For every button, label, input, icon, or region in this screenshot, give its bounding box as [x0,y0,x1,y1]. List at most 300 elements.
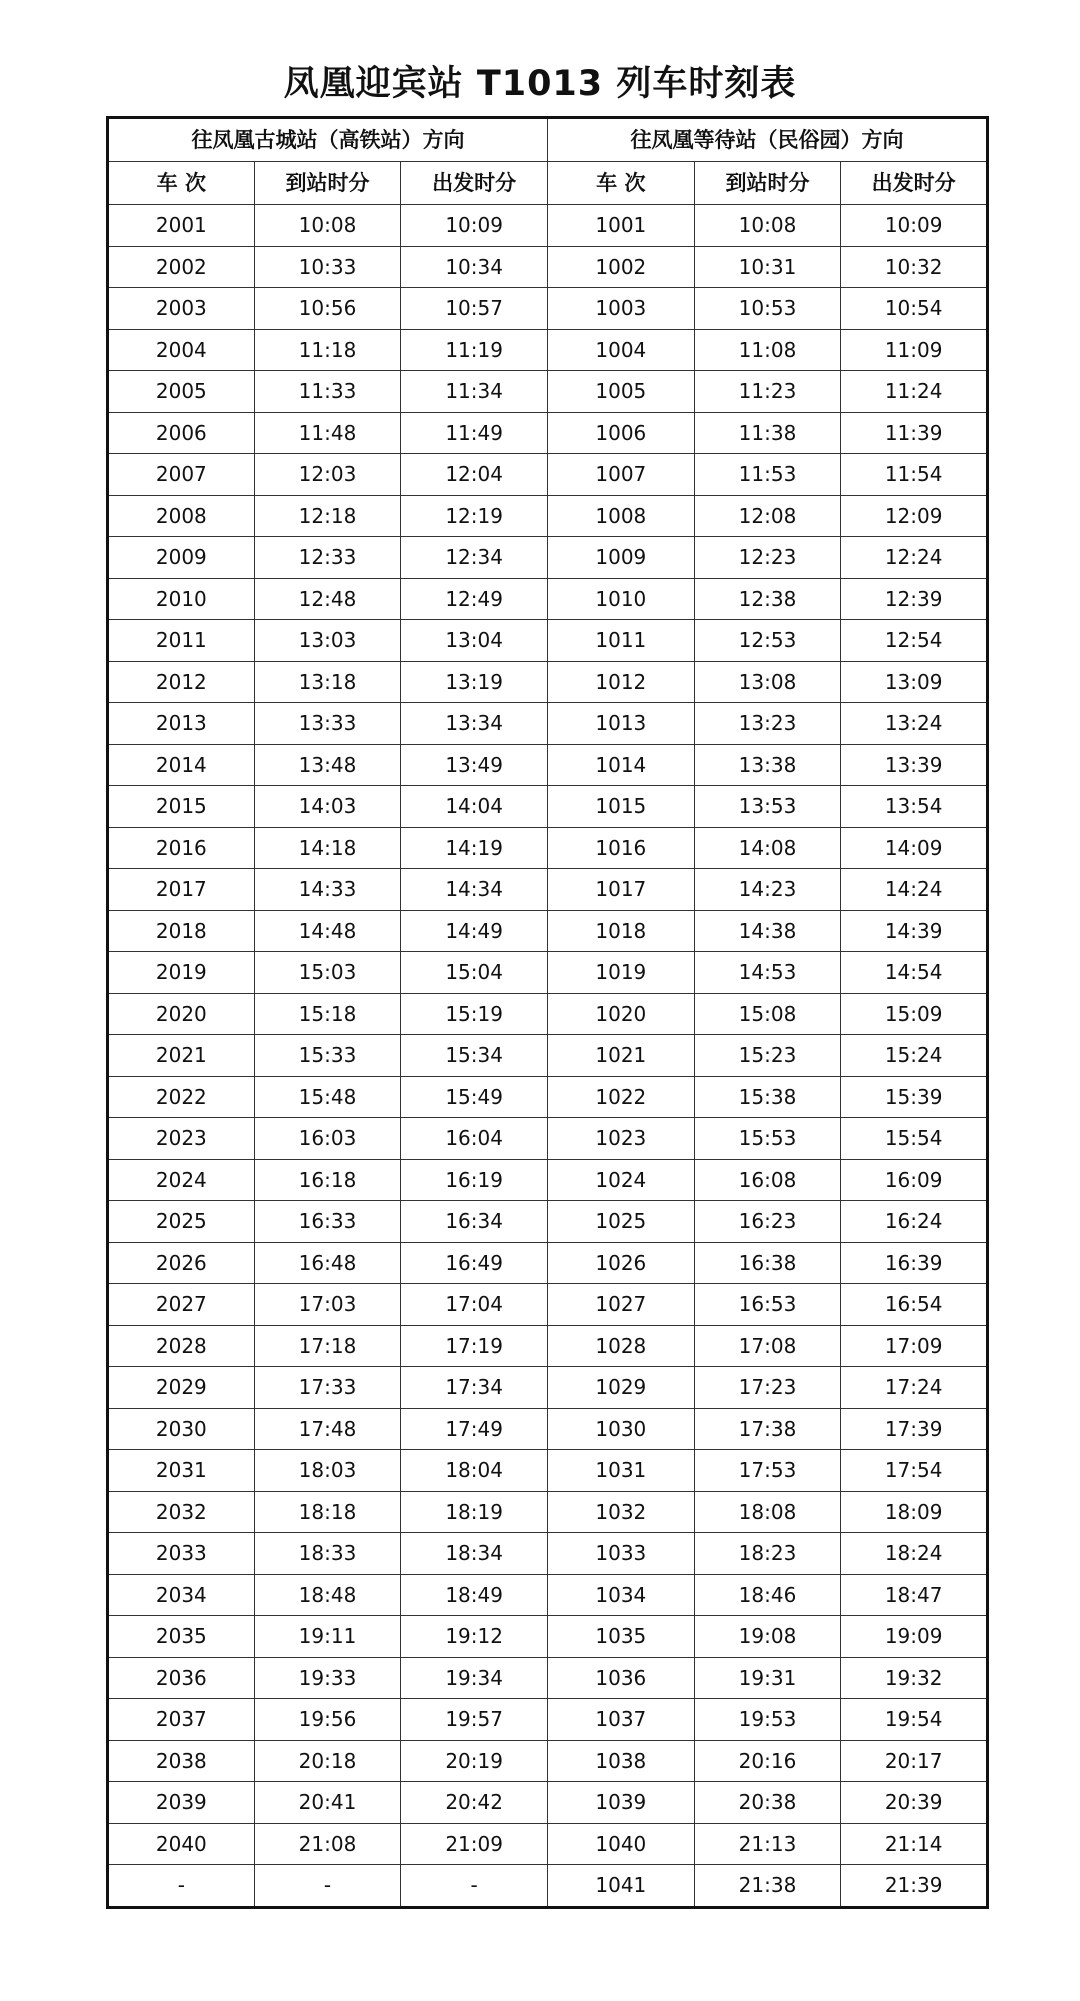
departure-time-cell: 17:54 [841,1450,988,1492]
train-no-cell: 2013 [108,703,255,745]
column-header-departure: 出发时分 [401,162,548,205]
table-row [108,1118,988,1160]
table-row [108,495,988,537]
departure-time-cell: 18:24 [841,1533,988,1575]
arrival-time-cell: 14:33 [254,869,401,911]
train-no-cell: 2022 [108,1076,255,1118]
train-no-cell: 2024 [108,1159,255,1201]
arrival-time-cell: 21:13 [694,1823,841,1865]
arrival-time-cell: - [254,1865,401,1908]
arrival-time-cell: 17:23 [694,1367,841,1409]
table-row [108,661,988,703]
train-no-cell: 1011 [548,620,695,662]
departure-time-cell: 20:42 [401,1782,548,1824]
timetable [106,116,989,1909]
departure-time-cell: 20:17 [841,1740,988,1782]
arrival-time-cell: 18:18 [254,1491,401,1533]
arrival-time-cell: 11:23 [694,371,841,413]
departure-time-cell: 12:49 [401,578,548,620]
departure-time-cell: 18:47 [841,1574,988,1616]
table-row [108,246,988,288]
arrival-time-cell: 19:56 [254,1699,401,1741]
departure-time-cell: 16:19 [401,1159,548,1201]
train-no-cell: 2018 [108,910,255,952]
arrival-time-cell: 14:08 [694,827,841,869]
table-row [108,744,988,786]
train-no-cell: 2011 [108,620,255,662]
train-no-cell: 2003 [108,288,255,330]
train-no-cell: 1033 [548,1533,695,1575]
arrival-time-cell: 19:53 [694,1699,841,1741]
train-no-cell: 2016 [108,827,255,869]
departure-time-cell: 11:19 [401,329,548,371]
table-row [108,371,988,413]
departure-time-cell: 19:34 [401,1657,548,1699]
arrival-time-cell: 16:18 [254,1159,401,1201]
arrival-time-cell: 16:03 [254,1118,401,1160]
train-no-cell: 2031 [108,1450,255,1492]
timetable-body [108,205,988,1908]
train-no-cell: 1020 [548,993,695,1035]
departure-time-cell: 10:09 [401,205,548,247]
column-header-train-no: 车 次 [548,162,695,205]
train-no-cell: 1026 [548,1242,695,1284]
departure-time-cell: 14:24 [841,869,988,911]
table-row [108,1574,988,1616]
departure-time-cell: 13:49 [401,744,548,786]
arrival-time-cell: 17:38 [694,1408,841,1450]
train-no-cell: 1025 [548,1201,695,1243]
table-row [108,620,988,662]
train-no-cell: 1004 [548,329,695,371]
train-no-cell: 1032 [548,1491,695,1533]
arrival-time-cell: 14:23 [694,869,841,911]
departure-time-cell: 19:54 [841,1699,988,1741]
arrival-time-cell: 10:08 [694,205,841,247]
train-no-cell: 2033 [108,1533,255,1575]
departure-time-cell: 19:12 [401,1616,548,1658]
departure-time-cell: 11:24 [841,371,988,413]
arrival-time-cell: 13:33 [254,703,401,745]
departure-time-cell: 15:24 [841,1035,988,1077]
departure-time-cell: 18:34 [401,1533,548,1575]
arrival-time-cell: 14:53 [694,952,841,994]
departure-time-cell: 17:04 [401,1284,548,1326]
departure-time-cell: 11:09 [841,329,988,371]
table-row [108,1035,988,1077]
arrival-time-cell: 15:23 [694,1035,841,1077]
arrival-time-cell: 13:53 [694,786,841,828]
arrival-time-cell: 15:33 [254,1035,401,1077]
train-no-cell: 2009 [108,537,255,579]
train-no-cell: 1013 [548,703,695,745]
train-no-cell: 2001 [108,205,255,247]
arrival-time-cell: 16:23 [694,1201,841,1243]
departure-time-cell: 18:04 [401,1450,548,1492]
train-no-cell: 1006 [548,412,695,454]
table-row [108,1076,988,1118]
train-no-cell: 1031 [548,1450,695,1492]
train-no-cell: 1014 [548,744,695,786]
direction-header-dengdai: 往凤凰等待站（民俗园）方向 [548,118,988,162]
train-no-cell: 1038 [548,1740,695,1782]
train-no-cell: 2040 [108,1823,255,1865]
table-row [108,1699,988,1741]
train-no-cell: 2036 [108,1657,255,1699]
train-no-cell: 1009 [548,537,695,579]
departure-time-cell: 12:34 [401,537,548,579]
arrival-time-cell: 15:08 [694,993,841,1035]
arrival-time-cell: 16:08 [694,1159,841,1201]
table-row [108,786,988,828]
train-no-cell: 1008 [548,495,695,537]
arrival-time-cell: 12:38 [694,578,841,620]
arrival-time-cell: 18:23 [694,1533,841,1575]
train-no-cell: 1030 [548,1408,695,1450]
train-no-cell: 2034 [108,1574,255,1616]
train-no-cell: 1037 [548,1699,695,1741]
table-row [108,1159,988,1201]
train-no-cell: 2027 [108,1284,255,1326]
table-row [108,827,988,869]
departure-time-cell: 13:39 [841,744,988,786]
departure-time-cell: 12:09 [841,495,988,537]
arrival-time-cell: 13:48 [254,744,401,786]
table-row [108,1616,988,1658]
train-no-cell: 2006 [108,412,255,454]
departure-time-cell: 16:39 [841,1242,988,1284]
departure-time-cell: 11:49 [401,412,548,454]
arrival-time-cell: 21:08 [254,1823,401,1865]
arrival-time-cell: 15:38 [694,1076,841,1118]
table-row [108,412,988,454]
departure-time-cell: 17:39 [841,1408,988,1450]
arrival-time-cell: 19:33 [254,1657,401,1699]
table-row [108,205,988,247]
table-row [108,1533,988,1575]
train-no-cell: 1039 [548,1782,695,1824]
departure-time-cell: 13:09 [841,661,988,703]
train-no-cell: 1035 [548,1616,695,1658]
departure-time-cell: 11:54 [841,454,988,496]
arrival-time-cell: 10:56 [254,288,401,330]
arrival-time-cell: 13:03 [254,620,401,662]
train-no-cell: 2002 [108,246,255,288]
arrival-time-cell: 20:38 [694,1782,841,1824]
arrival-time-cell: 14:38 [694,910,841,952]
train-no-cell: 1024 [548,1159,695,1201]
arrival-time-cell: 11:18 [254,329,401,371]
train-no-cell: 1015 [548,786,695,828]
departure-time-cell: 14:04 [401,786,548,828]
arrival-time-cell: 10:33 [254,246,401,288]
table-row [108,537,988,579]
departure-time-cell: 13:19 [401,661,548,703]
departure-time-cell: 10:57 [401,288,548,330]
train-no-cell: 1018 [548,910,695,952]
arrival-time-cell: 12:48 [254,578,401,620]
train-no-cell: 1003 [548,288,695,330]
arrival-time-cell: 16:48 [254,1242,401,1284]
departure-time-cell: 16:04 [401,1118,548,1160]
departure-time-cell: 17:24 [841,1367,988,1409]
table-row [108,329,988,371]
train-no-cell: 2014 [108,744,255,786]
arrival-time-cell: 11:48 [254,412,401,454]
train-no-cell: 1016 [548,827,695,869]
arrival-time-cell: 10:31 [694,246,841,288]
departure-time-cell: 14:34 [401,869,548,911]
table-row [108,1782,988,1824]
departure-time-cell: 13:34 [401,703,548,745]
train-no-cell: 2026 [108,1242,255,1284]
train-no-cell: 2017 [108,869,255,911]
arrival-time-cell: 18:33 [254,1533,401,1575]
arrival-time-cell: 17:33 [254,1367,401,1409]
column-header-row [108,162,988,205]
table-row [108,1450,988,1492]
arrival-time-cell: 18:48 [254,1574,401,1616]
arrival-time-cell: 12:33 [254,537,401,579]
departure-time-cell: 15:49 [401,1076,548,1118]
train-no-cell: 2012 [108,661,255,703]
departure-time-cell: 16:54 [841,1284,988,1326]
departure-time-cell: 14:39 [841,910,988,952]
arrival-time-cell: 16:33 [254,1201,401,1243]
departure-time-cell: 17:09 [841,1325,988,1367]
departure-time-cell: 15:04 [401,952,548,994]
departure-time-cell: 15:54 [841,1118,988,1160]
arrival-time-cell: 13:08 [694,661,841,703]
direction-header-row [108,118,988,162]
arrival-time-cell: 15:03 [254,952,401,994]
train-no-cell: 1010 [548,578,695,620]
departure-time-cell: 10:32 [841,246,988,288]
arrival-time-cell: 18:08 [694,1491,841,1533]
arrival-time-cell: 20:16 [694,1740,841,1782]
departure-time-cell: 15:09 [841,993,988,1035]
train-no-cell: 2030 [108,1408,255,1450]
arrival-time-cell: 19:08 [694,1616,841,1658]
arrival-time-cell: 17:03 [254,1284,401,1326]
arrival-time-cell: 10:53 [694,288,841,330]
table-row [108,1367,988,1409]
table-row [108,578,988,620]
departure-time-cell: 21:39 [841,1865,988,1908]
train-no-cell: 2008 [108,495,255,537]
departure-time-cell: 10:34 [401,246,548,288]
arrival-time-cell: 17:08 [694,1325,841,1367]
departure-time-cell: 11:39 [841,412,988,454]
train-no-cell: 2007 [108,454,255,496]
departure-time-cell: 19:57 [401,1699,548,1741]
train-no-cell: - [108,1865,255,1908]
train-no-cell: 1001 [548,205,695,247]
arrival-time-cell: 12:18 [254,495,401,537]
departure-time-cell: 10:54 [841,288,988,330]
departure-time-cell: 17:49 [401,1408,548,1450]
arrival-time-cell: 19:11 [254,1616,401,1658]
arrival-time-cell: 19:31 [694,1657,841,1699]
departure-time-cell: 21:09 [401,1823,548,1865]
train-no-cell: 1017 [548,869,695,911]
table-row [108,1657,988,1699]
train-no-cell: 1022 [548,1076,695,1118]
departure-time-cell: 16:34 [401,1201,548,1243]
train-no-cell: 1012 [548,661,695,703]
departure-time-cell: 12:54 [841,620,988,662]
train-no-cell: 1021 [548,1035,695,1077]
departure-time-cell: 13:04 [401,620,548,662]
table-row [108,1865,988,1908]
departure-time-cell: 13:54 [841,786,988,828]
table-row [108,952,988,994]
table-row [108,1740,988,1782]
departure-time-cell: 15:34 [401,1035,548,1077]
arrival-time-cell: 12:08 [694,495,841,537]
arrival-time-cell: 13:18 [254,661,401,703]
column-header-arrival: 到站时分 [694,162,841,205]
train-no-cell: 1036 [548,1657,695,1699]
train-no-cell: 2037 [108,1699,255,1741]
arrival-time-cell: 14:03 [254,786,401,828]
arrival-time-cell: 11:08 [694,329,841,371]
departure-time-cell: 20:39 [841,1782,988,1824]
departure-time-cell: 10:09 [841,205,988,247]
departure-time-cell: 11:34 [401,371,548,413]
direction-header-gucheng: 往凤凰古城站（高铁站）方向 [108,118,548,162]
train-no-cell: 2005 [108,371,255,413]
train-no-cell: 2015 [108,786,255,828]
arrival-time-cell: 17:18 [254,1325,401,1367]
train-no-cell: 2035 [108,1616,255,1658]
departure-time-cell: 18:49 [401,1574,548,1616]
departure-time-cell: 17:19 [401,1325,548,1367]
train-no-cell: 2029 [108,1367,255,1409]
arrival-time-cell: 21:38 [694,1865,841,1908]
departure-time-cell: 21:14 [841,1823,988,1865]
departure-time-cell: 14:54 [841,952,988,994]
arrival-time-cell: 12:53 [694,620,841,662]
departure-time-cell: 18:09 [841,1491,988,1533]
train-no-cell: 2020 [108,993,255,1035]
departure-time-cell: 14:19 [401,827,548,869]
train-no-cell: 2023 [108,1118,255,1160]
train-no-cell: 1023 [548,1118,695,1160]
departure-time-cell: 16:24 [841,1201,988,1243]
train-no-cell: 2039 [108,1782,255,1824]
departure-time-cell: 15:19 [401,993,548,1035]
arrival-time-cell: 12:03 [254,454,401,496]
table-row [108,454,988,496]
train-no-cell: 2032 [108,1491,255,1533]
departure-time-cell: 12:19 [401,495,548,537]
table-row [108,1284,988,1326]
arrival-time-cell: 18:03 [254,1450,401,1492]
arrival-time-cell: 11:53 [694,454,841,496]
arrival-time-cell: 15:53 [694,1118,841,1160]
arrival-time-cell: 11:38 [694,412,841,454]
departure-time-cell: 12:24 [841,537,988,579]
table-row [108,1491,988,1533]
arrival-time-cell: 10:08 [254,205,401,247]
table-row [108,910,988,952]
arrival-time-cell: 13:23 [694,703,841,745]
departure-time-cell: 19:32 [841,1657,988,1699]
departure-time-cell: 16:09 [841,1159,988,1201]
train-no-cell: 2021 [108,1035,255,1077]
arrival-time-cell: 18:46 [694,1574,841,1616]
departure-time-cell: 12:04 [401,454,548,496]
departure-time-cell: 18:19 [401,1491,548,1533]
arrival-time-cell: 20:18 [254,1740,401,1782]
train-no-cell: 2010 [108,578,255,620]
departure-time-cell: 17:34 [401,1367,548,1409]
table-row [108,1325,988,1367]
arrival-time-cell: 15:18 [254,993,401,1035]
train-no-cell: 1002 [548,246,695,288]
train-no-cell: 1041 [548,1865,695,1908]
table-row [108,703,988,745]
table-row [108,869,988,911]
table-row [108,1823,988,1865]
departure-time-cell: - [401,1865,548,1908]
departure-time-cell: 15:39 [841,1076,988,1118]
train-no-cell: 2038 [108,1740,255,1782]
table-row [108,288,988,330]
departure-time-cell: 14:09 [841,827,988,869]
column-header-train-no: 车 次 [108,162,255,205]
table-row [108,1201,988,1243]
arrival-time-cell: 14:18 [254,827,401,869]
train-no-cell: 1034 [548,1574,695,1616]
train-no-cell: 2004 [108,329,255,371]
departure-time-cell: 13:24 [841,703,988,745]
train-no-cell: 2028 [108,1325,255,1367]
arrival-time-cell: 17:48 [254,1408,401,1450]
train-no-cell: 2025 [108,1201,255,1243]
timetable-header [108,118,988,205]
train-no-cell: 1040 [548,1823,695,1865]
column-header-arrival: 到站时分 [254,162,401,205]
table-row [108,993,988,1035]
departure-time-cell: 16:49 [401,1242,548,1284]
train-no-cell: 2019 [108,952,255,994]
page-title: 凤凰迎宾站 T1013 列车时刻表 [283,64,797,104]
table-row [108,1242,988,1284]
arrival-time-cell: 11:33 [254,371,401,413]
departure-time-cell: 20:19 [401,1740,548,1782]
column-header-departure: 出发时分 [841,162,988,205]
train-no-cell: 1029 [548,1367,695,1409]
arrival-time-cell: 16:38 [694,1242,841,1284]
train-no-cell: 1027 [548,1284,695,1326]
train-no-cell: 1019 [548,952,695,994]
departure-time-cell: 12:39 [841,578,988,620]
arrival-time-cell: 20:41 [254,1782,401,1824]
arrival-time-cell: 13:38 [694,744,841,786]
arrival-time-cell: 15:48 [254,1076,401,1118]
departure-time-cell: 19:09 [841,1616,988,1658]
train-no-cell: 1028 [548,1325,695,1367]
arrival-time-cell: 14:48 [254,910,401,952]
train-no-cell: 1007 [548,454,695,496]
arrival-time-cell: 17:53 [694,1450,841,1492]
arrival-time-cell: 12:23 [694,537,841,579]
departure-time-cell: 14:49 [401,910,548,952]
arrival-time-cell: 16:53 [694,1284,841,1326]
table-row [108,1408,988,1450]
